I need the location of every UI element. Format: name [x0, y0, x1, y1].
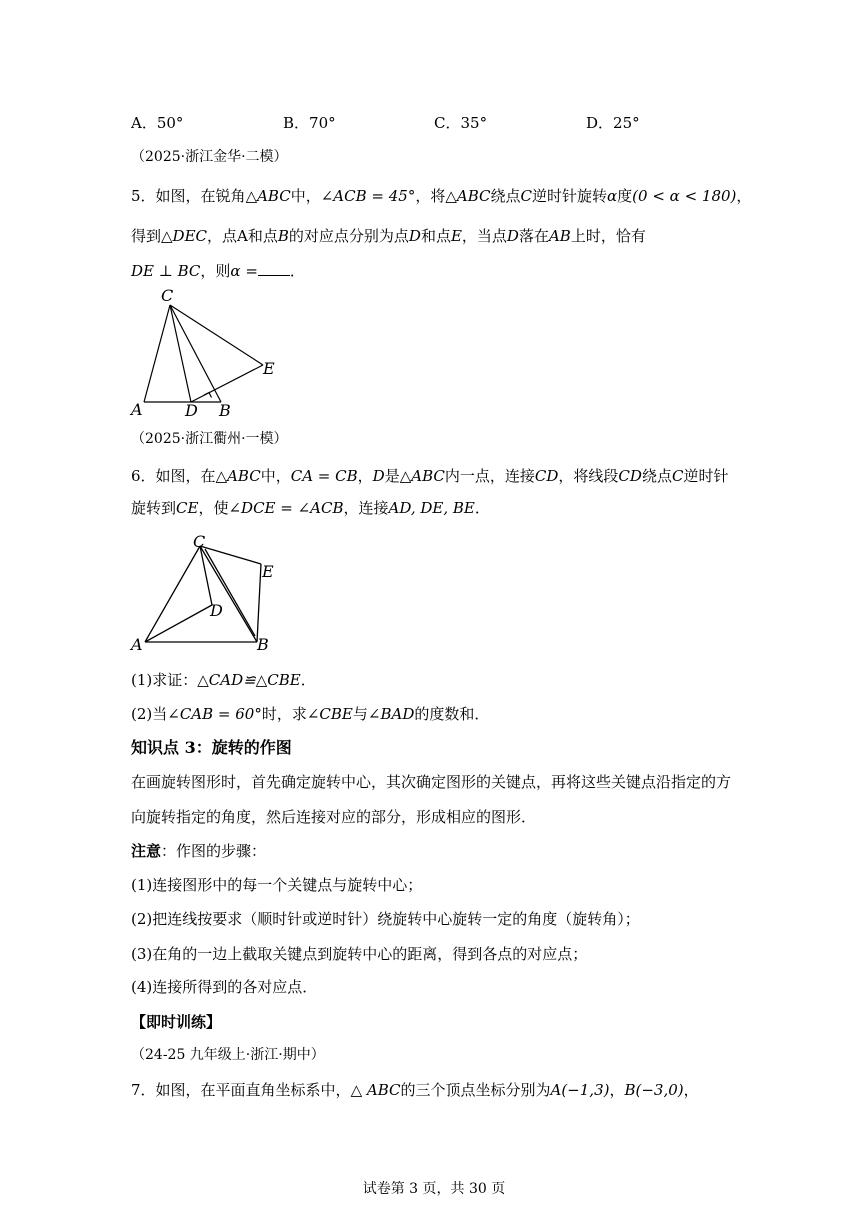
label-c: C [161, 286, 174, 305]
kp3-note: 注意：作图的步骤： [131, 842, 267, 860]
q6-part-1: (1)求证：△CAD≌△CBE． [131, 671, 316, 689]
label-d: D [185, 401, 198, 420]
note-label: 注意 [131, 842, 162, 860]
section-heading: 知识点 3：旋转的作图 [131, 738, 292, 757]
label-b: B [257, 635, 269, 654]
option-d[interactable]: D．25° [586, 114, 640, 132]
label-e: E [262, 562, 274, 581]
q5-line-2: 得到△DEC，点A和点B的对应点分别为点D和点E，当点D落在AB上时，恰有 [131, 227, 646, 245]
option-b[interactable]: B．70° [283, 114, 336, 132]
label-d: D [210, 601, 223, 620]
segment-ca [145, 546, 200, 642]
q6-part-2: (2)当∠CAB = 60°时，求∠CBE与∠BAD的度数和． [131, 705, 490, 723]
q7-source: （24-25 九年级上·浙江·期中） [131, 1047, 325, 1063]
q5-line-1: 5．如图，在锐角△ABC中，∠ACB = 45°，将△ABC绕点C逆时针旋转α度(0 < α < 180)， [131, 187, 752, 205]
step-2: (2)把连线按要求（顺时针或逆时针）绕旋转中心旋转一定的角度（旋转角）； [131, 910, 640, 928]
label-c: C [193, 532, 206, 551]
step-1: (1)连接图形中的每一个关键点与旋转中心； [131, 876, 423, 894]
q7-line-1: 7．如图，在平面直角坐标系中，△ ABC的三个顶点坐标分别为A(−1,3)，B(−3,0)， [131, 1081, 699, 1099]
page-footer: 试卷第 3 页，共 30 页 [362, 1181, 506, 1197]
option-a[interactable]: A．50° [131, 114, 184, 132]
q6-source: （2025·浙江衢州·一模） [131, 431, 288, 447]
q5-source: （2025·浙江金华·二模） [131, 149, 288, 165]
kp3-paragraph-line-2: 向旋转指定的角度，然后连接对应的部分，形成相应的图形． [131, 808, 537, 826]
segment-ce [170, 305, 263, 365]
step-4: (4)连接所得到的各对应点． [131, 978, 318, 996]
segment-eb [257, 564, 261, 642]
segment-cb [170, 305, 221, 402]
q5-line-3: DE ⊥ BC，则α = ． [131, 262, 305, 280]
label-a: A [131, 400, 143, 419]
right-angle-mark [204, 393, 212, 398]
label-e: E [263, 359, 275, 378]
answer-blank[interactable] [258, 261, 290, 276]
q6-line-1: 6．如图，在△ABC中，CA = CB，D是△ABC内一点，连接CD，将线段CD绕点C逆时针 [131, 467, 729, 485]
segment-de [191, 365, 263, 402]
step-3: (3)在角的一边上截取关键点到旋转中心的距离，得到各点的对应点； [131, 945, 588, 963]
q6-figure [126, 530, 286, 660]
segment-cd [170, 305, 191, 402]
segment-ca [144, 305, 170, 402]
training-heading: 【即时训练】 [131, 1013, 222, 1031]
q6-line-2: 旋转到CE，使∠DCE = ∠ACB，连接AD, DE, BE． [131, 499, 490, 517]
label-a: A [131, 635, 143, 654]
kp3-paragraph-line-1: 在画旋转图形时，首先确定旋转中心，其次确定图形的关键点，再将这些关键点沿指定的方 [131, 773, 732, 791]
label-b: B [219, 401, 231, 420]
segment-c-b-inner [205, 549, 255, 636]
option-c[interactable]: C．35° [434, 114, 488, 132]
q5-figure [126, 285, 286, 420]
